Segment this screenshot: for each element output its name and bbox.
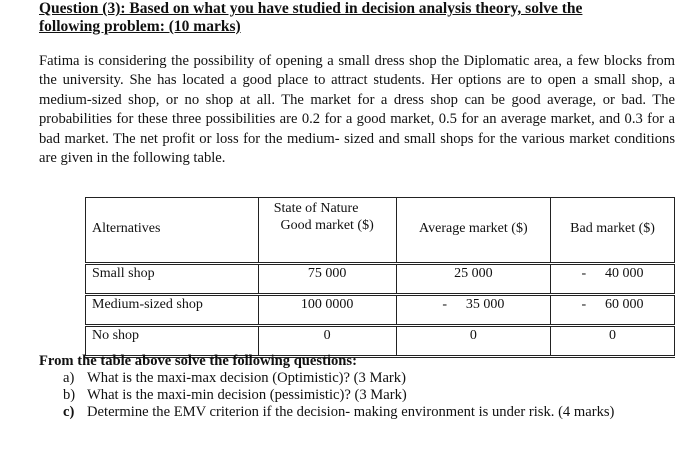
question-title xyxy=(39,0,679,36)
row-small-shop-good: 75 000 xyxy=(258,264,396,295)
row-medium-shop-bad xyxy=(551,295,675,326)
row-no-shop-name: No shop xyxy=(86,326,259,357)
row-small-shop-name: Small shop xyxy=(86,264,259,295)
question-item-b xyxy=(63,387,679,404)
row-small-shop-bad xyxy=(551,264,675,295)
table-row xyxy=(86,295,675,326)
row-no-shop-good: 0 xyxy=(258,326,396,357)
decision-table xyxy=(85,197,675,358)
problem-paragraph: Fatima is considering the possibility of opening a small dress shop the Diplomatic area, a few blocks from the university. She has located a good place to attract students. Her options are to open a small shop, a medium-sized shop, or no shop at all. The market for a dress shop can be good average, or bad. The probabilities for these three possibilities are 0.2 for a good market, 0.5 for an average market, and 0.3 for a bad market. The net profit or loss for the medium- sized and small shops for the various market conditions are given in the following table. xyxy=(39,53,675,167)
value: 25 000 xyxy=(454,266,493,281)
questions-heading: From the table above solve the following questions: xyxy=(39,353,357,369)
table-row xyxy=(86,264,675,295)
question-label: c) xyxy=(63,404,75,420)
questions-section xyxy=(39,353,679,421)
header-good-label: Good market ($) xyxy=(280,218,374,233)
value: 35 000 xyxy=(465,297,505,312)
row-no-shop-average: 0 xyxy=(396,326,551,357)
minus-sign: - xyxy=(581,297,587,312)
table-header-row xyxy=(86,198,675,264)
header-average-market: Average market ($) xyxy=(396,198,551,264)
value: 60 000 xyxy=(605,297,644,312)
header-good-market xyxy=(258,198,396,264)
question-title-line-2: following problem: (10 marks) xyxy=(39,18,241,35)
question-item-c xyxy=(63,404,679,421)
header-bad-market: Bad market ($) xyxy=(551,198,675,264)
question-label: b) xyxy=(63,387,76,403)
minus-sign: - xyxy=(581,266,587,281)
row-no-shop-bad: 0 xyxy=(551,326,675,357)
minus-sign: - xyxy=(442,297,447,312)
question-label: a) xyxy=(63,370,75,386)
question-text: Determine the EMV criterion if the decision- making environment is under risk. (4 marks) xyxy=(87,404,615,420)
row-medium-shop-good: 100 0000 xyxy=(258,295,396,326)
value: 40 000 xyxy=(605,266,644,281)
row-medium-shop-name: Medium-sized shop xyxy=(86,295,259,326)
state-of-nature-label: State of Nature xyxy=(273,201,359,216)
question-item-a xyxy=(63,370,679,387)
question-title-line-1: Question (3): Based on what you have studied in decision analysis theory, solve the xyxy=(39,0,583,17)
question-text: What is the maxi-min decision (pessimistic)? (3 Mark) xyxy=(87,387,407,403)
row-small-shop-average xyxy=(396,264,551,295)
question-text: What is the maxi-max decision (Optimistic)? (3 Mark) xyxy=(87,370,406,386)
row-medium-shop-average xyxy=(396,295,551,326)
table-row xyxy=(86,326,675,357)
header-alternatives: Alternatives xyxy=(86,198,259,264)
